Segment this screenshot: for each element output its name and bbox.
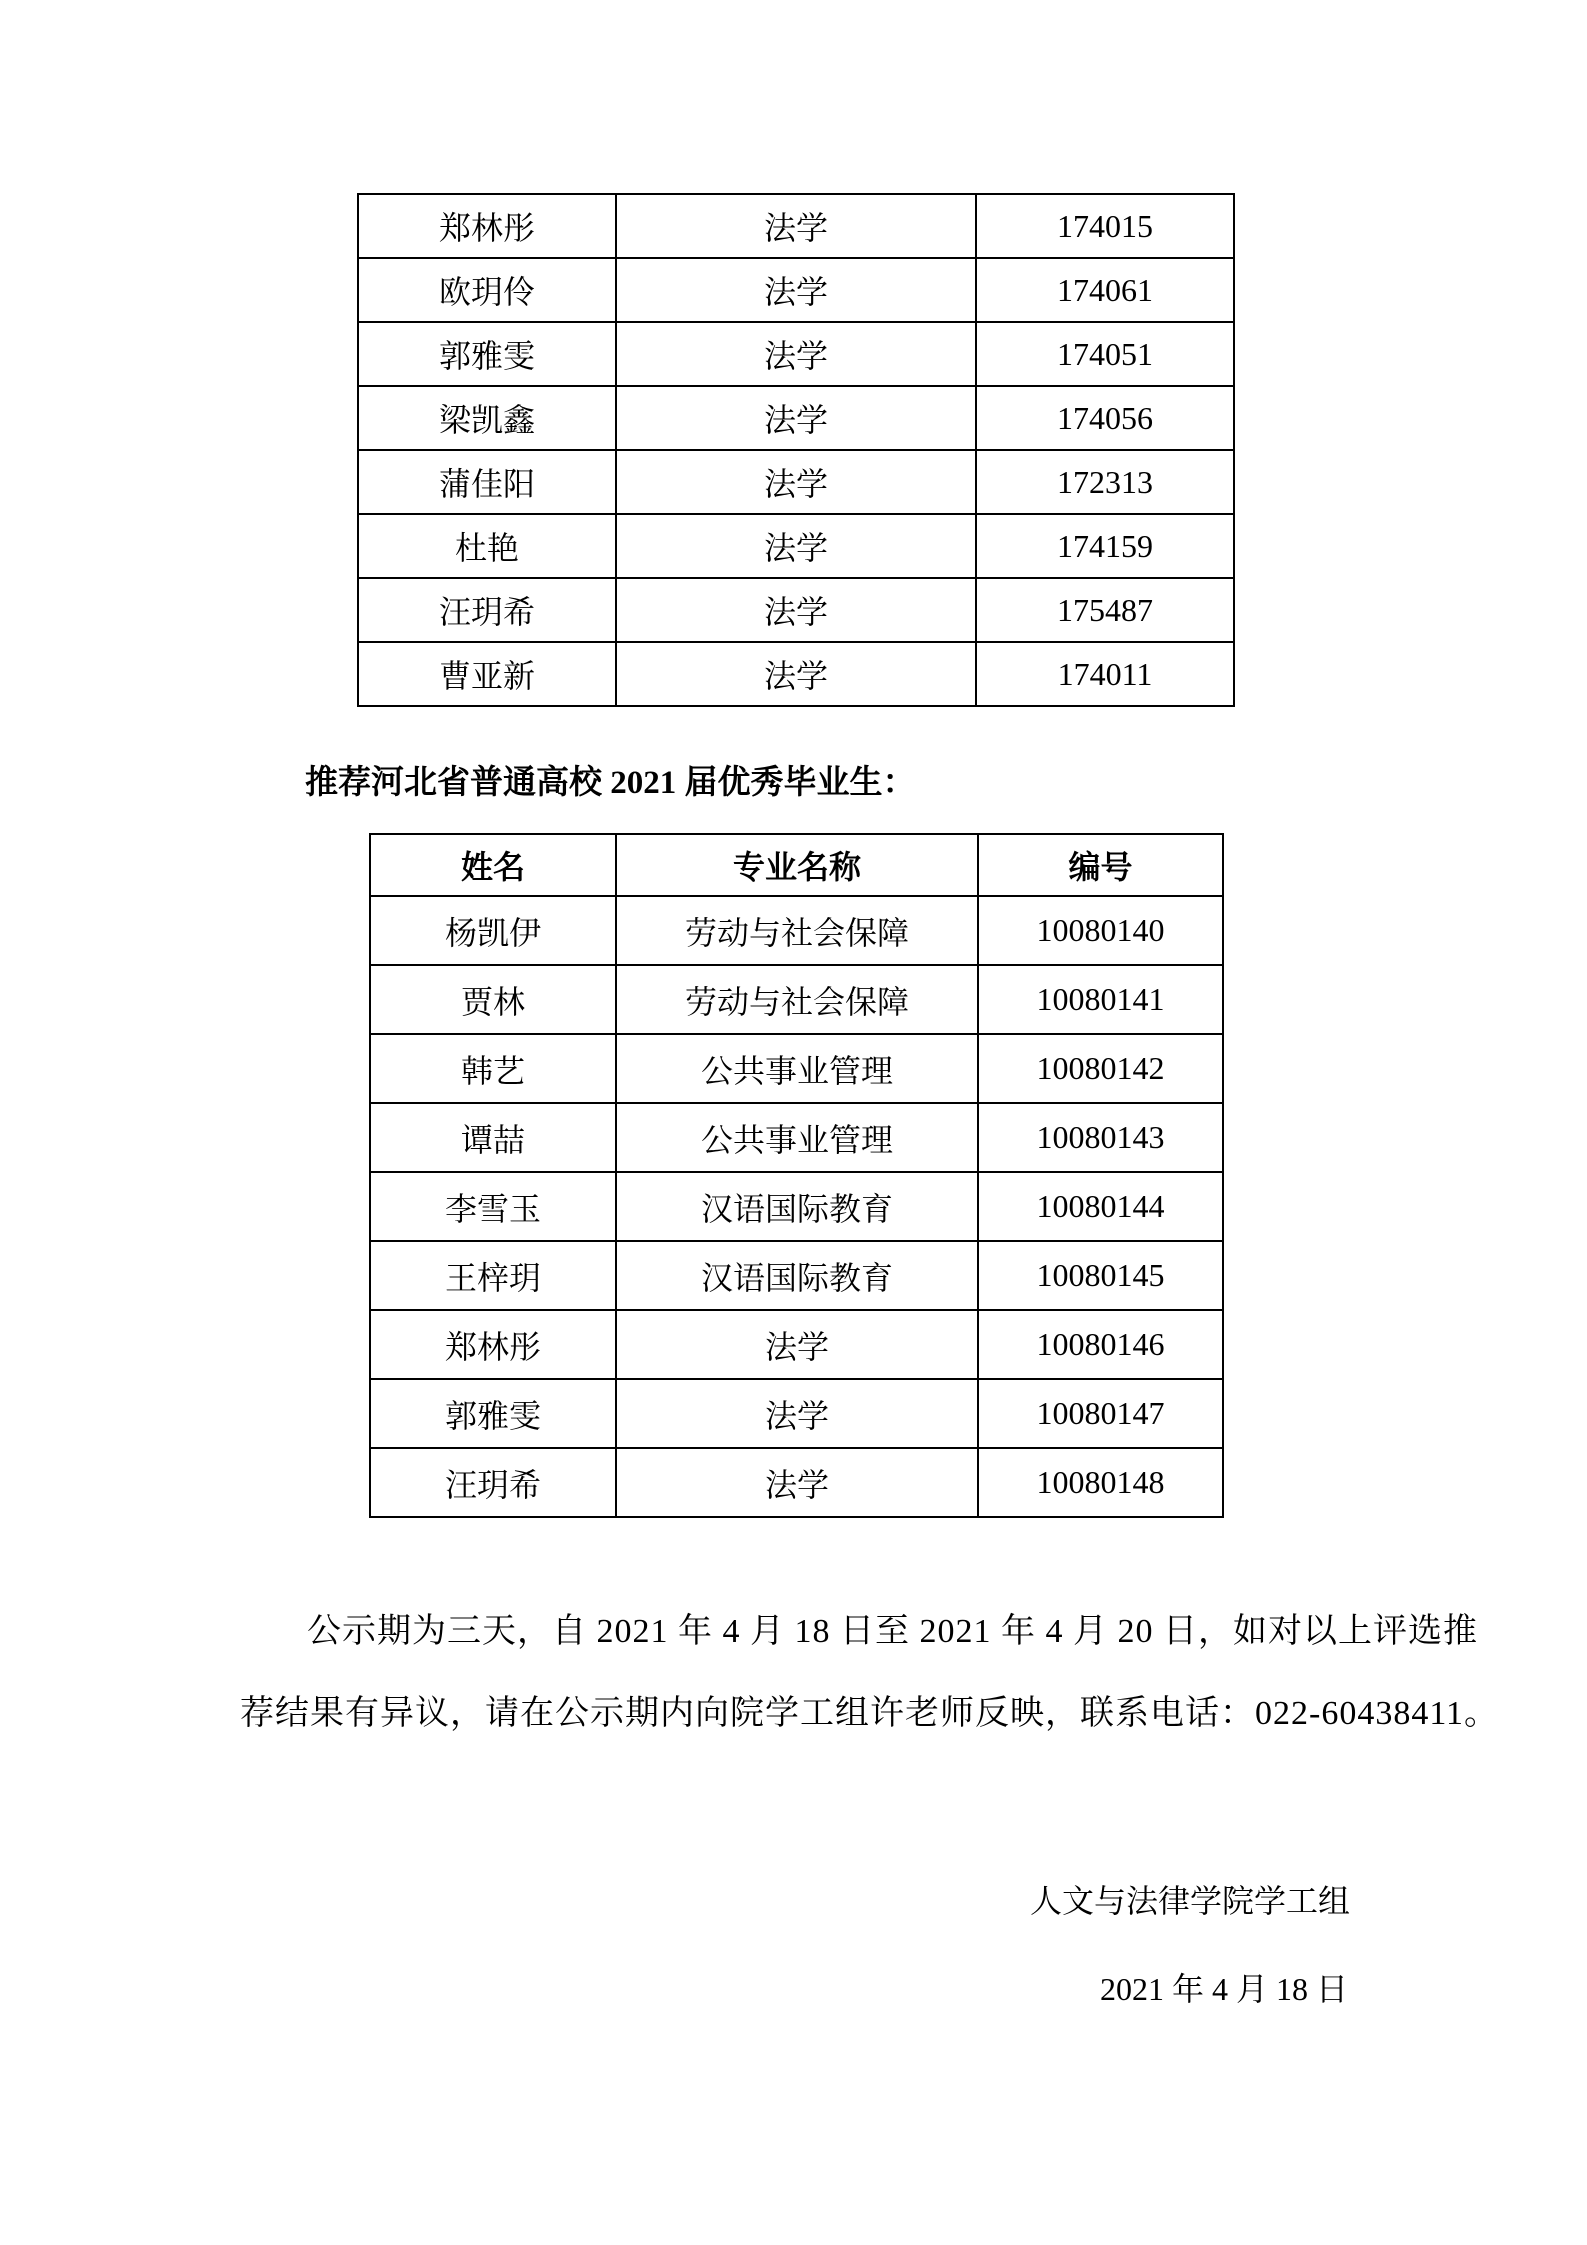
table-row	[370, 1379, 1223, 1448]
student-name-cell: 韩艺	[370, 1034, 616, 1103]
table-header-row	[370, 834, 1223, 896]
student-id-cell: 10080144	[978, 1172, 1223, 1241]
student-id-cell: 174011	[976, 642, 1234, 706]
table-row	[358, 322, 1234, 386]
student-name-cell: 郑林彤	[358, 194, 616, 258]
table-row	[358, 450, 1234, 514]
major-cell: 公共事业管理	[616, 1034, 978, 1103]
student-name-cell: 杜艳	[358, 514, 616, 578]
table-row	[358, 642, 1234, 706]
notice-text-line1: 公示期为三天，自 2021 年 4 月 18 日至 2021 年 4 月 20 日，如对以上评选推	[307, 1613, 1478, 1650]
major-cell: 法学	[616, 642, 976, 706]
student-name-cell: 李雪玉	[370, 1172, 616, 1241]
table-row	[370, 1103, 1223, 1172]
id-column-header: 编号	[978, 834, 1223, 896]
table-row	[370, 1241, 1223, 1310]
student-name-cell: 贾林	[370, 965, 616, 1034]
table-row	[358, 386, 1234, 450]
table-row	[370, 1448, 1223, 1517]
student-name-cell: 梁凯鑫	[358, 386, 616, 450]
signature-date: 2021 年 4 月 18 日	[1100, 1971, 1349, 2007]
table-row	[370, 965, 1223, 1034]
major-cell: 法学	[616, 1310, 978, 1379]
student-id-cell: 175487	[976, 578, 1234, 642]
major-cell: 汉语国际教育	[616, 1241, 978, 1310]
student-id-cell: 174159	[976, 514, 1234, 578]
major-cell: 法学	[616, 1379, 978, 1448]
student-name-cell: 曹亚新	[358, 642, 616, 706]
major-cell: 法学	[616, 194, 976, 258]
student-id-cell: 174051	[976, 322, 1234, 386]
student-id-cell: 10080147	[978, 1379, 1223, 1448]
name-column-header: 姓名	[370, 834, 616, 896]
student-name-cell: 王梓玥	[370, 1241, 616, 1310]
notice-text-line2: 荐结果有异议，请在公示期内向院学工组许老师反映，联系电话：022-60438411。	[240, 1695, 1500, 1732]
major-cell: 法学	[616, 578, 976, 642]
major-cell: 法学	[616, 514, 976, 578]
major-cell: 法学	[616, 258, 976, 322]
student-id-cell: 10080142	[978, 1034, 1223, 1103]
major-cell: 法学	[616, 386, 976, 450]
major-cell: 法学	[616, 450, 976, 514]
major-cell: 劳动与社会保障	[616, 896, 978, 965]
table-row	[370, 1310, 1223, 1379]
major-cell: 汉语国际教育	[616, 1172, 978, 1241]
signature-org: 人文与法律学院学工组	[1030, 1883, 1351, 1919]
table-row	[370, 1172, 1223, 1241]
student-name-cell: 郭雅雯	[370, 1379, 616, 1448]
student-id-cell: 10080140	[978, 896, 1223, 965]
major-cell: 公共事业管理	[616, 1103, 978, 1172]
section-heading: 推荐河北省普通高校 2021 届优秀毕业生：	[305, 765, 916, 801]
student-name-cell: 杨凯伊	[370, 896, 616, 965]
student-id-cell: 10080145	[978, 1241, 1223, 1310]
student-name-cell: 蒲佳阳	[358, 450, 616, 514]
student-id-cell: 10080141	[978, 965, 1223, 1034]
table-row	[358, 514, 1234, 578]
student-id-cell: 10080146	[978, 1310, 1223, 1379]
major-cell: 劳动与社会保障	[616, 965, 978, 1034]
student-name-cell: 欧玥伶	[358, 258, 616, 322]
table-row	[358, 194, 1234, 258]
student-id-cell: 174015	[976, 194, 1234, 258]
table-row	[370, 896, 1223, 965]
student-id-cell: 172313	[976, 450, 1234, 514]
major-column-header: 专业名称	[616, 834, 978, 896]
graduates-table-recommended	[369, 833, 1224, 1518]
student-name-cell: 汪玥希	[358, 578, 616, 642]
student-name-cell: 郑林彤	[370, 1310, 616, 1379]
table-row	[370, 1034, 1223, 1103]
major-cell: 法学	[616, 1448, 978, 1517]
student-id-cell: 174061	[976, 258, 1234, 322]
student-id-cell: 10080143	[978, 1103, 1223, 1172]
student-name-cell: 郭雅雯	[358, 322, 616, 386]
student-name-cell: 谭喆	[370, 1103, 616, 1172]
student-name-cell: 汪玥希	[370, 1448, 616, 1517]
table-row	[358, 578, 1234, 642]
student-id-cell: 174056	[976, 386, 1234, 450]
student-id-cell: 10080148	[978, 1448, 1223, 1517]
major-cell: 法学	[616, 322, 976, 386]
graduates-table-first	[357, 193, 1235, 707]
table-row	[358, 258, 1234, 322]
